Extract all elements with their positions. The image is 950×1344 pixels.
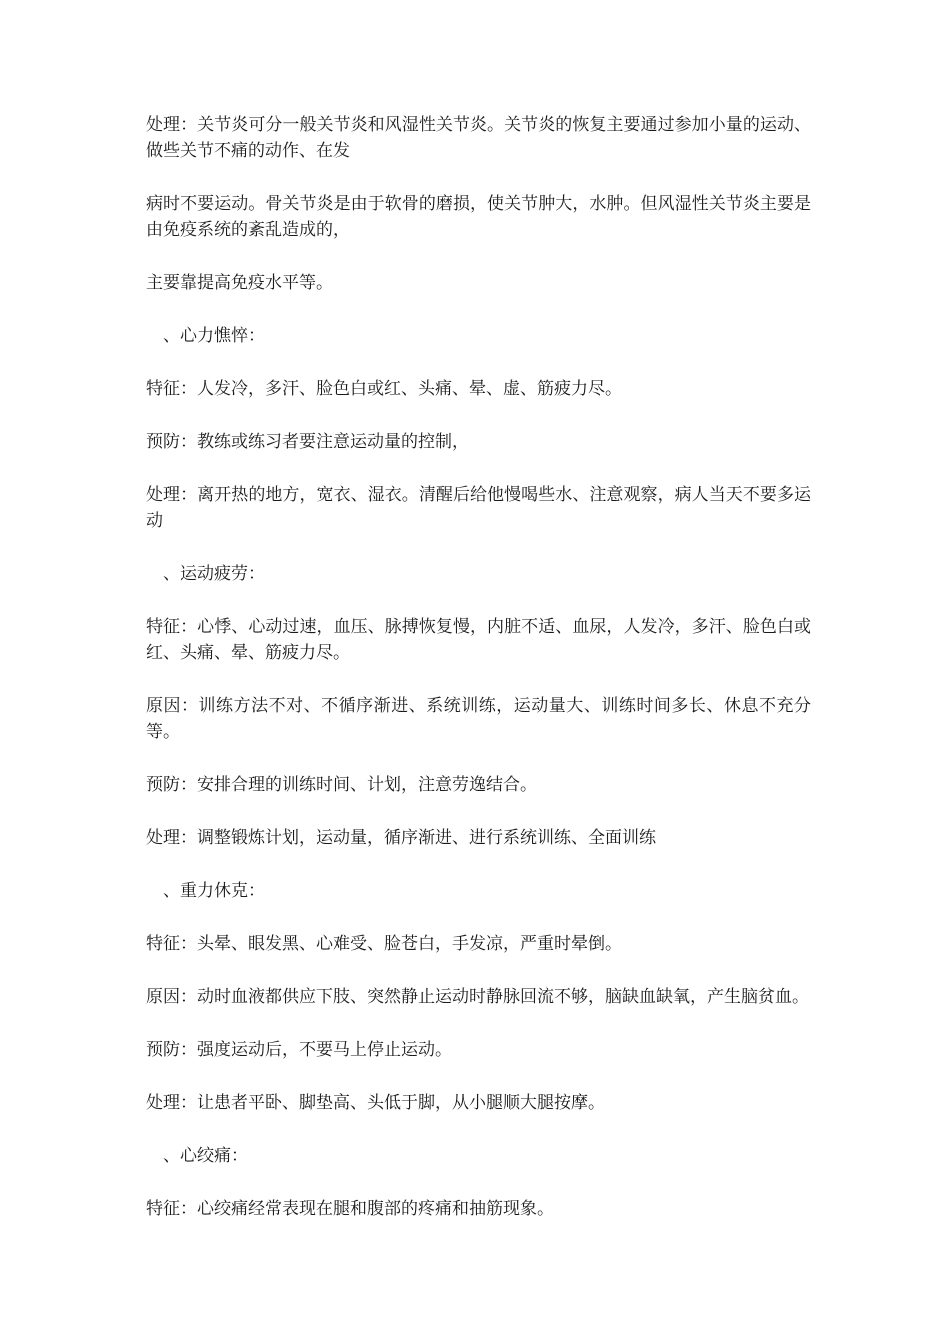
paragraph-exhaustion-symptoms: 特征：人发冷，多汗、脸色白或红、头痛、晕、虚、筋疲力尽。 — [146, 379, 622, 399]
paragraph-shock-treatment: 处理：让患者平卧、脚垫高、头低于脚，从小腿顺大腿按摩。 — [146, 1093, 605, 1113]
paragraph-fatigue-prevention: 预防：安排合理的训练时间、计划，注意劳逸结合。 — [146, 775, 537, 795]
section-heading-gravity-shock: 、重力休克： — [163, 881, 265, 901]
paragraph-fatigue-cause: 原因：训练方法不对、不循序渐进、系统训练，运动量大、训练时间多长、休息不充分等。 — [146, 696, 811, 742]
document-body — [146, 112, 811, 1249]
paragraph-shock-symptoms: 特征：头晕、眼发黑、心难受、脸苍白，手发凉，严重时晕倒。 — [146, 934, 622, 954]
paragraph-exhaustion-treatment: 处理：离开热的地方，宽衣、湿衣。清醒后给他慢喝些水、注意观察，病人当天不要多运动 — [146, 485, 811, 531]
section-heading-fatigue: 、运动疲劳： — [163, 564, 265, 584]
section-heading-angina: 、心绞痛： — [163, 1146, 248, 1166]
paragraph-arthritis-cause: 病时不要运动。骨关节炎是由于软骨的磨损，使关节肿大，水肿。但风湿性关节炎主要是由免疫系统的紊乱造成的， — [146, 194, 811, 240]
paragraph-shock-prevention: 预防：强度运动后，不要马上停止运动。 — [146, 1040, 452, 1060]
paragraph-angina-symptoms: 特征：心绞痛经常表现在腿和腹部的疼痛和抽筋现象。 — [146, 1199, 554, 1219]
paragraph-fatigue-treatment: 处理：调整锻炼计划，运动量，循序渐进、进行系统训练、全面训练 — [146, 828, 656, 848]
section-heading-exhaustion: 、心力憔悴： — [163, 326, 265, 346]
paragraph-fatigue-symptoms: 特征：心悸、心动过速，血压、脉搏恢复慢，内脏不适、血尿，人发冷，多汗、脸色白或红、头痛、晕、筋疲力尽。 — [146, 617, 811, 663]
paragraph-shock-cause: 原因：动时血液都供应下肢、突然静止运动时静脉回流不够，脑缺血缺氧，产生脑贫血。 — [146, 987, 809, 1007]
paragraph-exhaustion-prevention: 预防：教练或练习者要注意运动量的控制， — [146, 432, 469, 452]
paragraph-arthritis-immunity: 主要靠提高免疫水平等。 — [146, 273, 333, 293]
paragraph-treatment-arthritis: 处理：关节炎可分一般关节炎和风湿性关节炎。关节炎的恢复主要通过参加小量的运动、做些关节不痛的动作、在发 — [146, 115, 811, 161]
